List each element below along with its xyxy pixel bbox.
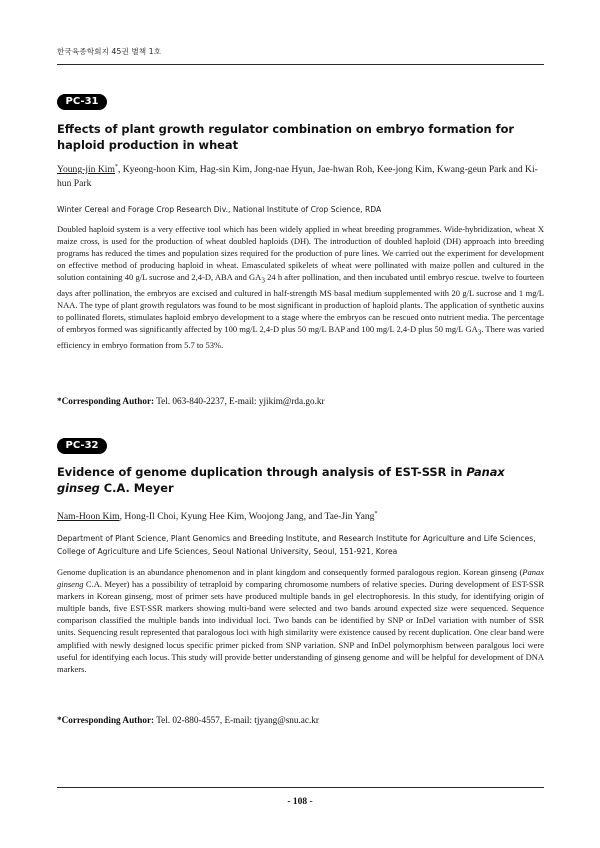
title-species: Panax ginseg <box>57 465 505 495</box>
corresponding-contact: Tel. 063-840-2237, E-mail: yjikim@rda.go.kr <box>154 396 325 406</box>
footer-rule <box>57 787 544 788</box>
abstract-title <box>57 464 544 496</box>
abstract-code-badge: PC-32 <box>57 438 107 454</box>
subscript: 3 <box>477 329 482 338</box>
affiliation: Department of Plant Science, Plant Genomics and Breeding Institute, and Research Institute for Agriculture and Life Sciences, College of Agriculture and Life Sciences, Seoul National University, Seoul, 151-921, Korea <box>57 534 536 556</box>
corresponding-mark: * <box>114 164 118 170</box>
affiliation: Winter Cereal and Forage Crop Research Div., National Institute of Crop Science, RDA <box>57 205 382 214</box>
abstract-text: 24 h after pollination, and then incubated until embryo rescue. twelve to fourteen days after pollination, the embryos are excised and cultured in half-strength MS basal medium supplemented with 20 g/L sucrose and 1 mg/L NAA. The type of plant growth regulators was found to be most significant in production of haploid plants. The application of synthetic auxins to pollinated florets, stimulates haploid embryo development to a stage where the embryos can be rescued onto nutrient media. The percentage of embryos formed was significantly affected by 100 mg/L 2,4-D plus 50 mg/L BAP and 100 mg/L 2,4-D plus 50 mg/L GA <box>57 272 544 335</box>
species-name: Panax ginseng <box>57 567 544 590</box>
corresponding-contact: Tel. 02-880-4557, E-mail: tjyang@snu.ac.kr <box>154 715 319 725</box>
abstract-text: C.A. Meyer) has a possibility of tetraploid by comparing chromosome numbers of relative species. During development of EST-SSR markers in Korean ginseng, most of primer sets have produced multiple bands in gel electrophoresis. In this study, for identifying origin of multiple bands, five EST-SSR markers showing multi-band were selected and two bands around expected size were sequenced. Sequence comparison classified the multiple bands into individual loci. Two bands can be identified by SNP or InDel variation with number of SSR units. Sequencing result represented that paralogous loci with high similarity were existence caused by recent duplication. One clear band were amplified with newly designed locus specific primer picked from SNP variation. SNP and InDel polymorphism between paralgous loci were useful for identifying each locus. This study will provide better understanding of ginseng genome and will be helpful for development of DNA markers. <box>57 579 544 674</box>
corresponding-mark: * <box>374 511 378 517</box>
header-rule <box>57 64 544 65</box>
presenting-author: Nam-Hoon Kim <box>57 511 120 523</box>
abstract-body <box>57 566 544 675</box>
corresponding-author <box>57 715 319 725</box>
abstract-text: . There was varied efficiency in embryo formation from 5.7 to 53%. <box>57 324 545 351</box>
co-authors: , Kyeong-hoon Kim, Hag-sin Kim, Jong-nae Hyun, Jae-hwan Roh, Kee-jong Kim, Kwang-geun Park and Ki-hun Park <box>57 164 538 190</box>
abstract-title: Effects of plant growth regulator combination on embryo formation for haploid production in wheat <box>57 122 515 152</box>
subscript: 3 <box>261 277 265 286</box>
title-text: Evidence of genome duplication through analysis of EST-SSR in <box>57 465 467 479</box>
corresponding-author <box>57 396 325 406</box>
title-text: C.A. Meyer <box>99 481 174 495</box>
abstract-text: Genome duplication is an abundance phenomenon and in plant kingdom and consequently formed paralogous region. Korean ginseng ( <box>57 567 523 577</box>
author-list <box>57 160 544 191</box>
page-number: - 108 - <box>287 797 313 807</box>
author-list <box>57 507 544 524</box>
abstract-body <box>57 223 544 351</box>
corresponding-label: *Corresponding Author: <box>57 715 155 725</box>
abstract-text: Doubled haploid system is a very effective tool which has been widely applied in wheat breeding programmes. Wide-hybridization, wheat X maize cross, is used for the production of wheat doubled haploids (DH). The introduction of doubled haploid (DH) approach into breeding programs has reduced the times and population sizes required for the production of pure lines. We carried out the experiment for development on effective method of producing haploid in wheat. Emasculated spikelets of wheat were pollinated with maize pollen and cultured in the solution containing 40 g/L sucrose and 2,4-D, ABA and GA <box>57 224 544 283</box>
co-authors: , Hong-Il Choi, Kyung Hee Kim, Woojong Jang, and Tae-Jin Yang <box>119 511 375 523</box>
presenting-author: Young-jin Kim <box>57 164 115 176</box>
corresponding-label: *Corresponding Author: <box>57 396 155 406</box>
running-head: 한국육종학회지 45권 별책 1호 <box>57 47 162 56</box>
abstract-code-badge: PC-31 <box>57 94 107 110</box>
